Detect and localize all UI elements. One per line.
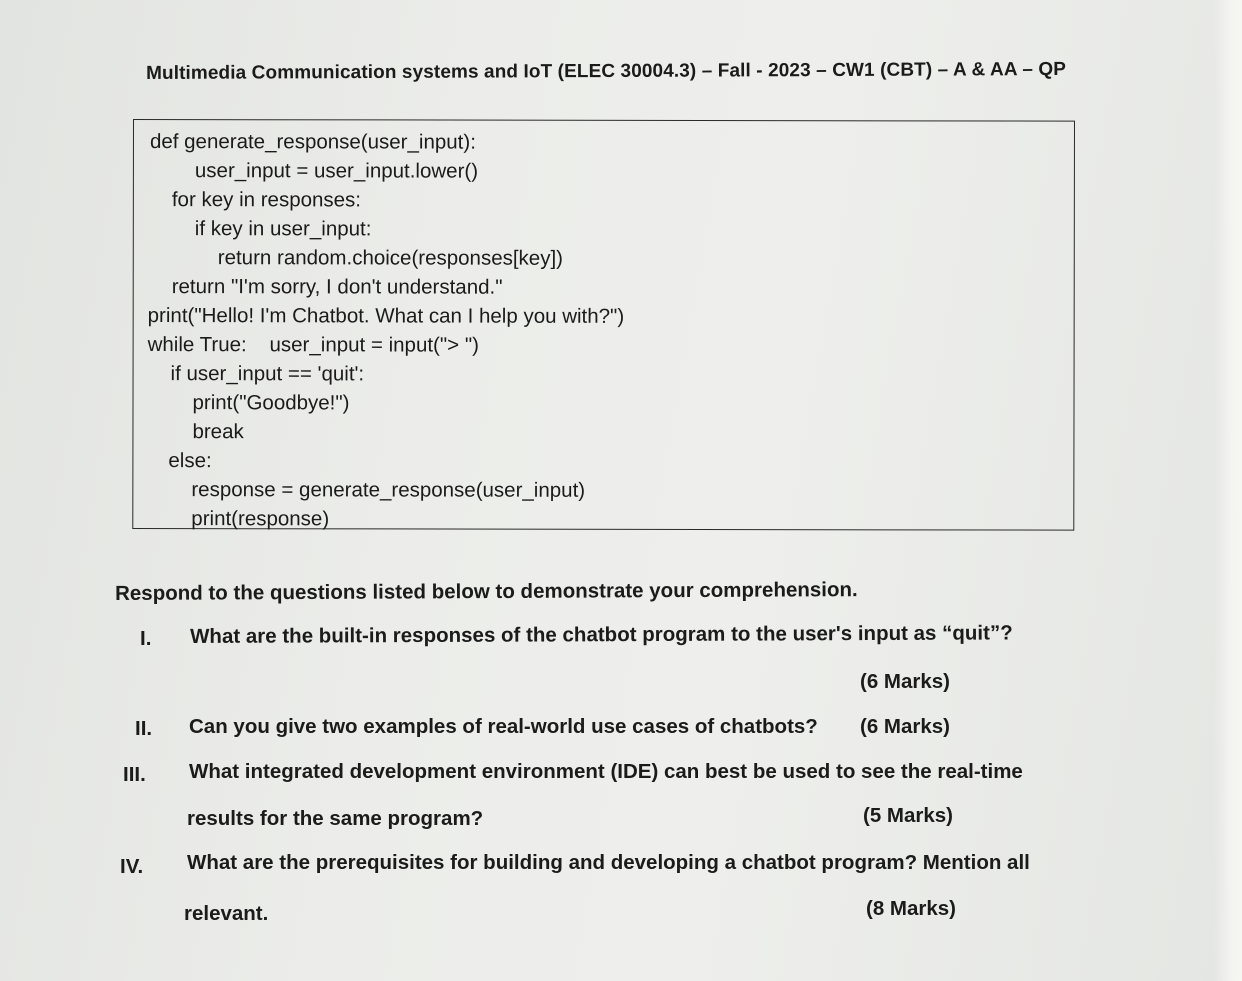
instructions-text: Respond to the questions listed below to demonstrate your comprehension. [115,578,858,605]
question-number: III. [123,763,146,786]
question-text-continued: relevant. [184,902,269,925]
code-line: print(response) [191,507,330,531]
question-text: What are the prerequisites for building and developing a chatbot program? Mention all [187,851,1030,874]
code-line: else: [168,449,212,473]
code-line: return "I'm sorry, I don't understand." [171,275,503,299]
code-line: print("Goodbye!") [192,391,350,415]
question-marks: (5 Marks) [863,804,954,827]
code-line: response = generate_response(user_input) [191,478,586,502]
code-listing-box [132,119,1075,531]
question-marks: (8 Marks) [866,897,957,920]
code-line: user_input = user_input.lower() [194,159,479,183]
code-line: if user_input == 'quit': [170,362,365,386]
code-line: print("Hello! I'm Chatbot. What can I help you with?") [147,304,625,328]
code-line: if key in user_input: [194,217,372,241]
question-text: What integrated development environment (IDE) can best be used to see the real-time [189,760,1023,783]
page-edge-shadow [1214,0,1242,981]
code-line: def generate_response(user_input): [149,130,476,154]
question-text-continued: results for the same program? [187,807,484,830]
code-line: break [192,420,244,444]
question-marks: (6 Marks) [860,670,951,693]
question-number: I. [140,627,152,650]
code-line: while True: user_input = input("> ") [147,333,479,357]
document-title: Multimedia Communication systems and IoT (ELEC 30004.3) – Fall - 2023 – CW1 (CBT) – A & AA – QP [146,58,1067,84]
question-marks: (6 Marks) [860,715,951,738]
question-text: What are the built-in responses of the chatbot program to the user's input as “quit”? [190,621,1013,648]
code-line: return random.choice(responses[key]) [217,246,564,270]
question-number: II. [135,717,153,740]
question-number: IV. [120,855,144,878]
code-line: for key in responses: [171,188,362,212]
question-text: Can you give two examples of real-world use cases of chatbots? [189,715,818,738]
